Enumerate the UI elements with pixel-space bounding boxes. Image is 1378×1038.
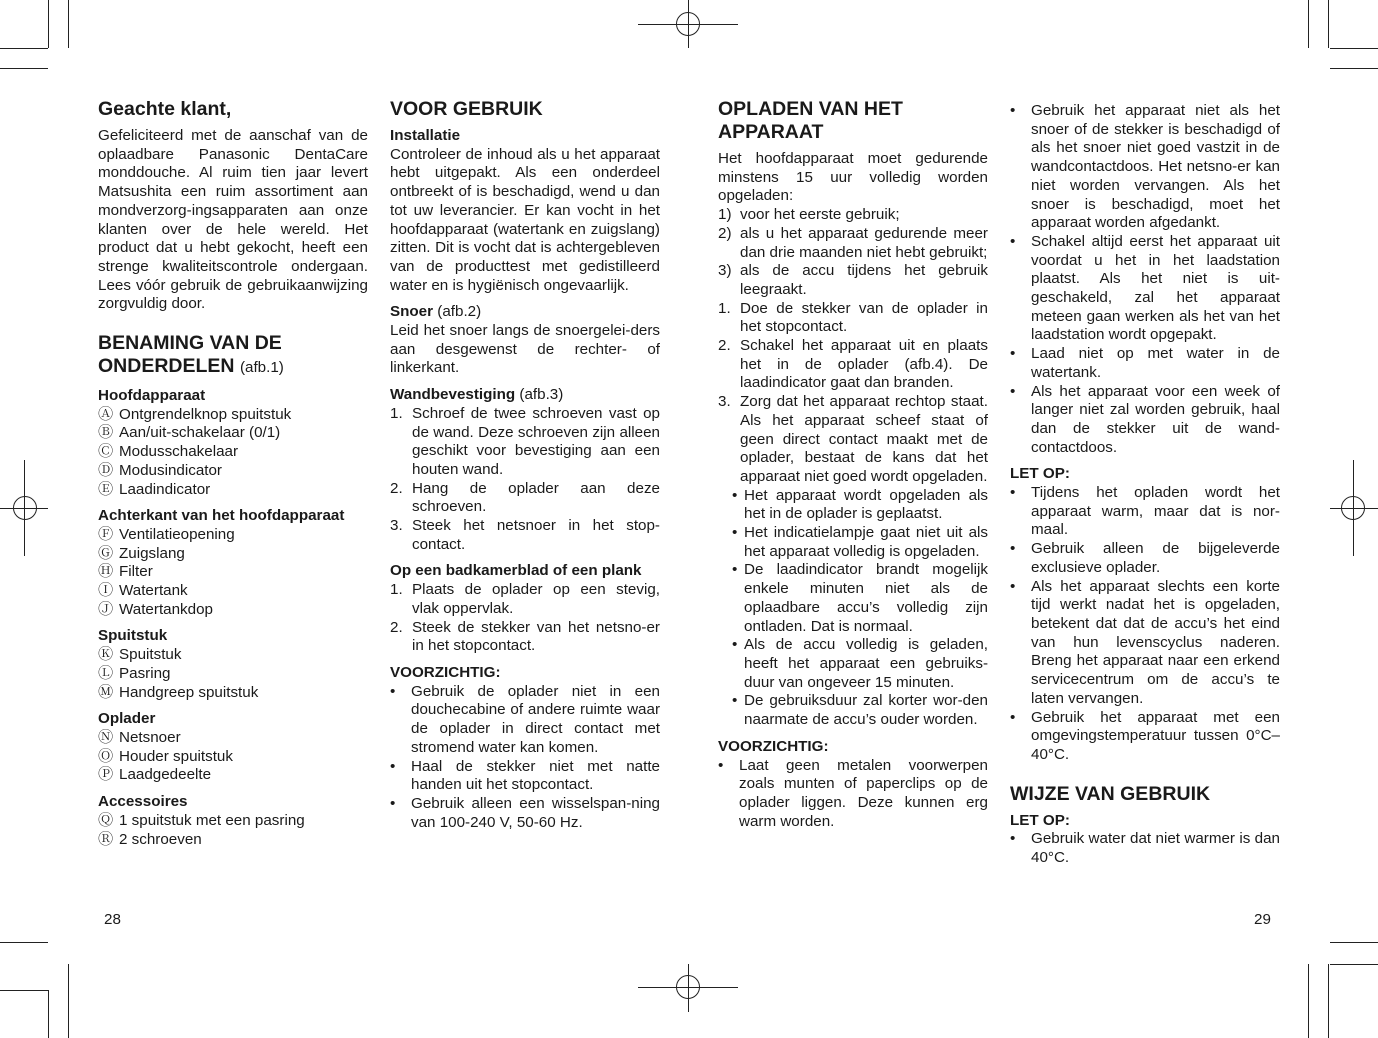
item-text: Watertankdop (119, 600, 213, 618)
item-marker: 2. (390, 618, 403, 636)
item-text: Modusschakelaar (119, 443, 239, 461)
shelf-steps (390, 581, 660, 656)
part-item (98, 646, 368, 665)
item-text: Zuigslang (119, 544, 185, 562)
item-text: Gebruik het apparaat niet als het snoer of de stekker is beschadigd of als het snoer niet goed vastzit in de wandcontactdoos. Het netsno-er kan niet worden vervangen. Als het snoer is beschadigd, moet het apparaat worden afgedankt. (1031, 102, 1280, 232)
column-2 (390, 98, 660, 832)
cord-text: Leid het snoer langs de snoergelei-ders aan desgewenst de rechter- of linkerkant. (390, 322, 660, 377)
bullet-icon: • (1010, 540, 1016, 558)
item-text: 2 schroeven (119, 830, 202, 848)
item-text: Als het apparaat slechts een korte tijd werkt nadat het is opgeladen, betekent dat dat de accu’s het eind van hun levenscyclus naderen. Breng het apparaat naar een erkend servicecentrum om de accu’s te laten vervangen. (1031, 577, 1280, 707)
item-marker: 1. (390, 581, 403, 599)
note-list (1010, 484, 1280, 765)
charging-intro: Het hoofdapparaat moet gedurende minstens 15 uur volledig worden opgeladen: (718, 150, 988, 205)
item-text: Netsnoer (119, 728, 181, 746)
item-text: Steek het netsnoer in het stop-contact. (412, 517, 660, 553)
item-marker: 2) (718, 224, 732, 242)
item-marker: Ⓡ (98, 830, 114, 848)
bullet-icon: • (1010, 382, 1016, 400)
item-marker: Ⓜ (98, 683, 114, 701)
wall-step (390, 517, 660, 554)
part-item (98, 601, 368, 620)
item-text: Gebruik water dat niet warmer is dan 40°C. (1031, 830, 1280, 867)
item-marker: 3) (718, 262, 732, 280)
bullet-icon: • (718, 756, 724, 774)
item-text: Zorg dat het apparaat rechtop staat. Als het apparaat scheef staat of geen direct contact maakt met de oplader, bestaat de kans dat het apparaat niet goed wordt opgeladen. (740, 393, 988, 485)
item-marker: 3. (718, 393, 731, 411)
item-text: Schakel het apparaat uit en plaats het in de oplader (afb.4). De laadindicator gaat dan branden. (740, 337, 988, 392)
item-text: Laad niet op met water in de watertank. (1031, 345, 1280, 381)
part-item (98, 424, 368, 443)
charging-notes (718, 487, 988, 730)
item-marker: Ⓖ (98, 544, 114, 562)
item-text: Filter (119, 563, 153, 581)
part-item (98, 766, 368, 785)
part-item (98, 563, 368, 582)
part-item (98, 729, 368, 748)
column-3 (718, 98, 988, 831)
shelf-title: Op een badkamerblad of een plank (390, 562, 642, 580)
bullet-icon: • (732, 524, 738, 542)
bullet-icon: • (1010, 577, 1016, 595)
item-text: 1 spuitstuk met een pasring (119, 811, 305, 829)
charging-note-item (718, 636, 988, 692)
charging-caution-list-continued (1010, 102, 1280, 457)
item-text: Als het apparaat voor een week of langer niet zal worden gebruik, haal dan de stekker uit de wand-contactdoos. (1031, 382, 1280, 456)
note-item (1010, 578, 1280, 709)
item-text: Watertank (119, 582, 188, 600)
charging-note-item (718, 487, 988, 524)
note-item (1010, 484, 1280, 540)
item-text: Gebruik het apparaat met een omgevingstemperatuur tussen 0°C– 40°C. (1031, 708, 1280, 763)
item-text: Gebruik de oplader niet in een douchecabine of andere ruimte waar de oplader in direct contact met stromend water kan komen. (411, 682, 660, 756)
charging-condition (718, 262, 988, 299)
item-text: Doe de stekker van de oplader in het stopcontact. (740, 299, 988, 336)
item-marker: Ⓞ (98, 747, 114, 765)
charging-heading: OPLADEN VAN HET APPARAAT (718, 98, 903, 143)
item-text: Als de accu volledig is geladen, heeft het apparaat een gebruiks-duur van ongeveer 15 minuten. (744, 636, 988, 691)
charging-step (718, 393, 988, 487)
part-item (98, 545, 368, 564)
item-text: Ontgrendelknop spuitstuk (119, 405, 292, 423)
item-text: Haal de stekker niet met natte handen uit het stopcontact. (411, 757, 660, 794)
cord-title: Snoer (afb.2) (390, 303, 482, 321)
part-item (98, 665, 368, 684)
item-text: voor het eerste gebruik; (740, 206, 900, 224)
item-text: Pasring (119, 664, 171, 682)
item-marker: 1. (390, 404, 403, 422)
part-item (98, 582, 368, 601)
item-marker: Ⓝ (98, 728, 114, 746)
bullet-icon: • (1010, 102, 1016, 119)
part-item (98, 481, 368, 500)
item-text: Plaats de oplader op een stevig, vlak oppervlak. (412, 581, 660, 617)
item-text: Handgreep spuitstuk (119, 683, 259, 701)
part-item (98, 812, 368, 831)
item-text: Gebruik alleen een wisselspan-ning van 100-240 V, 50-60 Hz. (411, 794, 660, 831)
item-marker: Ⓑ (98, 424, 114, 442)
installation-text: Controleer de inhoud als u het apparaat hebt uitgepakt. Als een onderdeel ontbreekt of is beschadigd, wend u dan tot uw leverancier. Er kan vocht in het hoofdapparaat (watertank en zuigslang) zitten. Dit is vocht dat is achtergebleven van de producttest met gedistilleerd water en is hygiënisch ongevaarlijk. (390, 145, 660, 294)
parts-list (98, 387, 368, 849)
item-text: Het indicatielampje gaat niet uit als het apparaat volledig is opgeladen. (744, 524, 988, 560)
item-text: Het apparaat wordt opgeladen als het in de oplader is geplaatst. (744, 486, 988, 523)
item-text: Modusindicator (119, 461, 222, 479)
item-text: Schroef de twee schroeven vast op de wand. Deze schroeven zijn alleen geschikt voor bevestiging aan een houten wand. (412, 404, 660, 478)
wall-mount-steps (390, 405, 660, 555)
bullet-icon: • (732, 561, 738, 579)
bullet-icon: • (1010, 345, 1016, 363)
caution-item (390, 795, 660, 832)
parts-group-title: Achterkant van het hoofdapparaat (98, 507, 345, 525)
item-marker: Ⓒ (98, 443, 114, 461)
item-text: De gebruiksduur zal korter wor-den naarmate de accu’s ouder worden. (744, 692, 988, 729)
bullet-icon: • (390, 794, 396, 812)
item-text: Schakel altijd eerst het apparaat uit voordat u het in het laadstation plaatst. Als het niet is uit-geschakeld, zal het apparaat meteen gaan werken als het van het laadstation wordt opgepakt. (1031, 232, 1280, 344)
part-item (98, 443, 368, 462)
greeting-text: Gefeliciteerd met de aanschaf van de oplaadbare Panasonic DentaCare monddouche. Al ruim tien jaar levert Matsushita een ruim assortiment aan mondverzorg-ingsapparaten aan onze klanten over de hele wereld. Het product dat u hebt gekocht, heeft een strenge kwaliteitscontrole ondergaan. Lees vóór gebruik de gebruikaanwijzing zorgvuldig door. (98, 127, 368, 313)
charging-caution-title: VOORZICHTIG: (718, 737, 829, 755)
item-text: Steek de stekker van het netsno-er in het stopcontact. (412, 618, 660, 655)
parts-group-title: Hoofdapparaat (98, 387, 206, 405)
item-text: Aan/uit-schakelaar (0/1) (119, 424, 281, 442)
item-text: als de accu tijdens het gebruik leegraakt. (740, 262, 988, 298)
parts-group-title: Accessoires (98, 793, 188, 811)
charging-step (718, 300, 988, 337)
charging-condition (718, 206, 988, 225)
charging-step (718, 337, 988, 393)
item-marker: 2. (390, 479, 403, 497)
wall-mount-title: Wandbevestiging (afb.3) (390, 386, 564, 404)
parts-heading: BENAMING VAN DE ONDERDELEN (afb.1) (98, 332, 284, 378)
item-marker: Ⓚ (98, 646, 114, 664)
wall-step (390, 480, 660, 517)
item-text: Hang de oplader aan deze schroeven. (412, 479, 660, 516)
item-text: Laadgedeelte (119, 766, 212, 784)
item-text: Ventilatieopening (119, 525, 235, 543)
item-marker: Ⓕ (98, 525, 114, 543)
part-item (98, 462, 368, 481)
item-marker: Ⓠ (98, 811, 114, 829)
charging-note-item (718, 561, 988, 636)
charging-caution-item (1010, 102, 1280, 233)
greeting-heading: Geachte klant, (98, 98, 232, 120)
bullet-icon: • (732, 692, 738, 710)
item-marker: Ⓗ (98, 563, 114, 581)
charging-note-item (718, 524, 988, 561)
caution-list (390, 683, 660, 833)
charging-conditions (718, 206, 988, 300)
item-marker: Ⓛ (98, 664, 114, 682)
note-title: LET OP: (1010, 465, 1070, 483)
item-text: De laadindicator brandt mogelijk enkele minuten niet als de oplaadbare accu’s volledig zijn ontladen. Dat is normaal. (744, 561, 988, 635)
bullet-icon: • (1010, 830, 1016, 848)
shelf-step (390, 619, 660, 656)
bullet-icon: • (1010, 484, 1016, 502)
part-item (98, 831, 368, 850)
item-text: Tijdens het opladen wordt het apparaat warm, maar dat is nor-maal. (1031, 484, 1280, 539)
part-item (98, 526, 368, 545)
item-text: Houder spuitstuk (119, 747, 233, 765)
item-marker: Ⓐ (98, 405, 114, 423)
note-item (1010, 709, 1280, 765)
installation-title: Installatie (390, 127, 461, 144)
shelf-step (390, 581, 660, 618)
bullet-icon: • (732, 486, 738, 504)
charging-caution-item (718, 757, 988, 832)
usage-item (1010, 830, 1280, 867)
wall-step (390, 405, 660, 480)
bullet-icon: • (1010, 708, 1016, 726)
parts-group-title: Oplader (98, 710, 156, 728)
item-marker: Ⓓ (98, 461, 114, 479)
item-marker: 2. (718, 337, 731, 355)
usage-list (1010, 830, 1280, 867)
bullet-icon: • (1010, 232, 1016, 250)
page-number-left: 28 (104, 911, 121, 928)
item-marker: 3. (390, 517, 403, 535)
charging-steps (718, 300, 988, 487)
caution-item (390, 683, 660, 758)
item-marker: 1. (718, 299, 731, 317)
part-item (98, 748, 368, 767)
caution-title: VOORZICHTIG: (390, 663, 501, 681)
caution-item (390, 758, 660, 795)
part-item (98, 406, 368, 425)
bullet-icon: • (390, 757, 396, 775)
charging-caution-list (718, 757, 988, 832)
before-use-heading: VOOR GEBRUIK (390, 98, 543, 120)
charging-caution-item (1010, 233, 1280, 345)
item-marker: Ⓘ (98, 582, 114, 600)
charging-caution-item (1010, 345, 1280, 382)
item-text: Spuitstuk (119, 646, 182, 664)
page-number-right: 29 (1254, 911, 1271, 928)
item-text: Laat geen metalen voorwerpen zoals munten of paperclips op de oplader liggen. Deze kunnen erg warm worden. (739, 756, 988, 830)
bullet-icon: • (732, 636, 738, 654)
item-text: Laadindicator (119, 480, 211, 498)
item-marker: Ⓔ (98, 480, 114, 498)
note-item (1010, 540, 1280, 577)
column-1 (98, 98, 368, 849)
charging-note-item (718, 692, 988, 729)
item-text: als u het apparaat gedurende meer dan drie maanden niet hebt gebruikt; (740, 224, 988, 261)
usage-heading: WIJZE VAN GEBRUIK (1010, 782, 1211, 805)
usage-note-title: LET OP: (1010, 811, 1070, 829)
charging-condition (718, 225, 988, 262)
column-4 (1010, 102, 1280, 868)
charging-caution-item (1010, 383, 1280, 458)
item-marker: 1) (718, 206, 732, 224)
item-text: Gebruik alleen de bijgeleverde exclusieve oplader. (1031, 540, 1280, 576)
item-marker: Ⓙ (98, 600, 114, 618)
parts-group-title: Spuitstuk (98, 627, 168, 645)
item-marker: Ⓟ (98, 766, 114, 784)
bullet-icon: • (390, 682, 396, 700)
part-item (98, 684, 368, 703)
